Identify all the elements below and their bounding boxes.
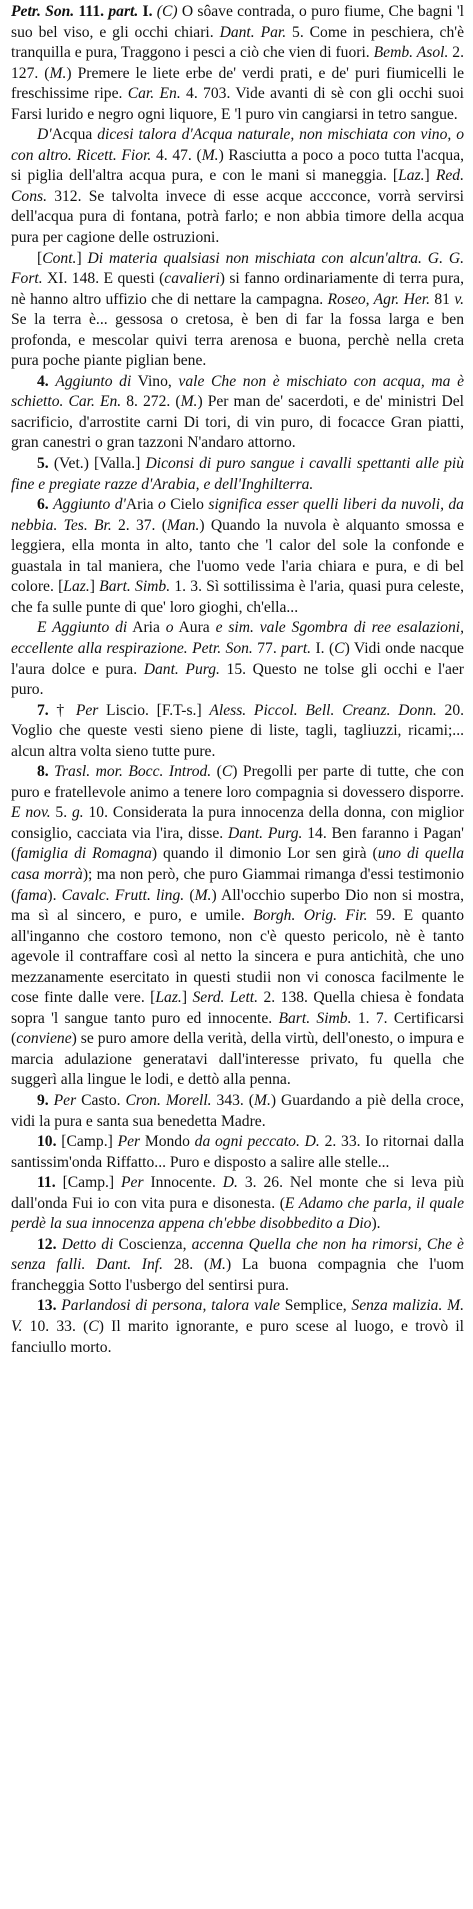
entry-paragraph-3: [Cont.] Di materia qualsiasi non mischiata con alcun'altra. G. G. Fort. XI. 148. E questi (cavalieri) si fanno ordinariamente di terra pura, nè hanno altro uffizio che di nettare la campagna. Roseo, Agr. Her. 81 v. Se la terra è... gessosa o cretosa, è ben di far la fossa larga e ben profonda, e mescolar quivi terra arenosa e buona, perchè nella creta pura poche piante piglian bene. <box>11 249 465 370</box>
entry-sense-12: 12. Detto di Coscienza, accenna Quella che non ha rimorsi, Che è senza falli. Dant. Inf. 28. (M.) La buona compagnia che l'uom francheggia Sotto l'usbergo del sentirsi pura. <box>11 1235 464 1294</box>
entry-sense-6: 6. Aggiunto d'Aria o Cielo significa esser quelli liberi da nuvoli, da nebbia. Tes. Br. 2. 37. (Man.) Quando la nuvola è alquanto smossa e leggiera, ella monta in alto, tanto che 'l calor del sole la confonde e guastala in tal maniera, che l'uomo vede l'aria chiara e pura, e di bel colore. [Laz.] Bart. Simb. 1. 3. Sì sottilissima è l'aria, quasi pura celeste, che fa sulle punte di que' loro gioghi, ch'ella... <box>11 496 465 616</box>
entry-sense-7: 7. † Per Liscio. [F.T-s.] Aless. Piccol. Bell. Creanz. Donn. 20. Voglio che queste vesti sieno piene di liste, tagli, tagliuzzi, ricami;... alcun altra volta sieno tutte pure. <box>11 701 465 760</box>
entry-sense-4: 4. Aggiunto di Vino, vale Che non è mischiato con acqua, ma è schietto. Car. En. 8. 272. (M.) Per man de' sacerdoti, e de' ministri Del sacrificio, d'arrostite carni Di tori, di vin puro, di focacce Gran piatti, gran canestri o gran tazzoni N'andaro attorno. <box>11 372 465 452</box>
entry-paragraph-2: D'Acqua dicesi talora d'Acqua naturale, non mischiata con vino, o con altro. Ricett. Fior. 4. 47. (M.) Rasciutta a poco a poco tutta l'acqua, si piglia dell'altra acqua pura, e con le mani si maneggia. [Laz.] Red. Cons. 312. Se talvolta invece di esse acque accconce, vorrà servirsi dell'acqua pura di fontana, potrà farlo; e non abbia timore della acqua pura per cagione delle ostruzioni. <box>11 126 465 247</box>
entry-sense-6-sub: E Aggiunto di Aria o Aura e sim. vale Sgombra di ree esalazioni, eccellente alla respirazione. Petr. Son. 77. part. I. (C) Vidi onde nacque l'aura dolce e pura. Dant. Purg. 15. Questo ne tolse gli occhi e l'aer puro. <box>11 619 464 699</box>
entry-sense-11: 11. [Camp.] Per Innocente. D. 3. 26. Nel monte che si leva più dall'onda Fui io con vita pura e disonesta. (E Adamo che parla, il quale perdè la sua innocenza appena ch'ebbe disobbedito a Dio). <box>11 1174 464 1233</box>
entry-paragraph-1: Petr. Son. 111. part. I. (C) O sôave contrada, o puro fiume, Che bagni 'l suo bel viso, e gli occhi chiari. Dant. Par. 5. Come in peschiera, ch'è tranquilla e pura, Traggono i pesci a ciò che vien di fuori. Bemb. Asol. 2. 127. (M.) Premere le liete erbe de' verdi prati, e de' puri fiumicelli le freschissime ripe. Car. En. 4. 703. Vide avanti di sè con gli occhi suoi Farsi lurido e negro ogni liquore, E 'l puro vin cangiarsi in tetro sangue. <box>11 3 465 123</box>
entry-sense-13: 13. Parlandosi di persona, talora vale Semplice, Senza malizia. M. V. 10. 33. (C) Il marito ignorante, e puro scese al luogo, e trovò il fanciullo morto. <box>11 1297 465 1356</box>
entry-sense-10: 10. [Camp.] Per Mondo da ogni peccato. D. 2. 33. Io ritornai dalla santissim'onda Riffatto... Puro e disposto a salire alle stelle... <box>11 1133 464 1171</box>
entry-sense-9: 9. Per Casto. Cron. Morell. 343. (M.) Guardando a piè della croce, vidi la pura e santa sua benedetta Madre. <box>11 1091 464 1130</box>
entry-sense-5: 5. (Vet.) [Valla.] Diconsi di puro sangue i cavalli spettanti alle più fine e pregiate razze d'Arabia, e dell'Inghilterra. <box>11 455 464 493</box>
entry-sense-8: 8. Trasl. mor. Bocc. Introd. (C) Pregolli per parte di tutte, che con puro e fratellevole animo a tenere loro compagnia si dovessero disporre. E nov. 5. g. 10. Considerata la pura innocenza della donna, con miglior consiglio, cacciata via l'ira, disse. Dant. Purg. 14. Ben faranno i Pagan' (famiglia di Romagna) quando il dimonio Lor sen girà (uno di quella casa morrà); ma non però, che puro Giammai rimanga d'essi testimonio (fama). Cavalc. Frutt. ling. (M.) All'occhio superbo Dio non si mostra, ma sì al sincero, e puro, e umile. Borgh. Orig. Fir. 59. E quanto all'inganno che costoro temono, non c'è questo pericolo, nè è tanto agevole il contraffare così al netto la sincera e pura antichità, che uno mezzanamente esercitato in questi studii non vi conosca facilmente le cose finte dalle vere. [Laz.] Serd. Lett. 2. 138. Quella chiesa è fondata sopra 'l sangue tanto puro ed innocente. Bart. Simb. 1. 7. Certificarsi (conviene) se puro amore della verità, della virtù, dell'onesto, o impura e marcia adulazione generatavi dall'interesse privato, fu quella che suggerì alla lingue le lodi, e dettò alla penna. <box>11 763 465 1089</box>
